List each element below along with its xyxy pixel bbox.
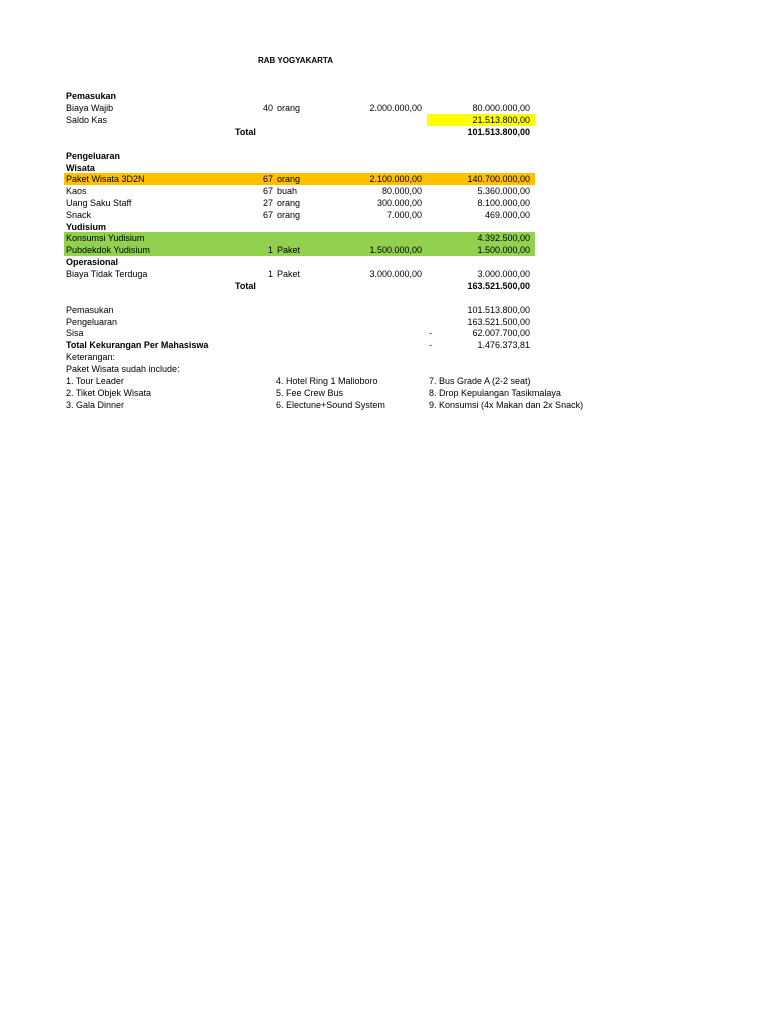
row-label: Konsumsi Yudisium [66, 233, 145, 243]
summary-kekurangan-value: 1.476.373,81 [477, 340, 530, 350]
row-amount: 80.000.000,00 [472, 103, 530, 113]
row-amount: 1.500.000,00 [477, 245, 530, 255]
summary-sisa-value: 62.007.700,00 [472, 328, 530, 338]
row-price: 1.500.000,00 [369, 245, 422, 255]
row-unit: orang [277, 198, 301, 208]
include-item: 7. Bus Grade A (2-2 seat) [429, 376, 531, 386]
summary-pengeluaran-label: Pengeluaran [66, 317, 118, 327]
include-item: 3. Gala Dinner [66, 400, 125, 410]
pemasukan-total-label: Total [235, 127, 256, 137]
summary-kekurangan-label: Total Kekurangan Per Mahasiswa [66, 340, 209, 350]
operasional-heading: Operasional [66, 257, 119, 267]
pengeluaran-total-label: Total [235, 281, 256, 291]
row-unit: orang [277, 174, 301, 184]
pengeluaran-total-value: 163.521.500,00 [467, 281, 530, 291]
wisata-heading: Wisata [66, 163, 95, 173]
row-unit: orang [277, 103, 301, 113]
row-label: Pubdekdok Yudisium [66, 245, 150, 255]
include-item: 8. Drop Kepulangan Tasikmalaya [429, 388, 561, 398]
pemasukan-heading: Pemasukan [66, 91, 117, 101]
row-qty: 1 [267, 245, 273, 255]
row-qty: 40 [262, 103, 273, 113]
include-item: 2. Tiket Objek Wisata [66, 388, 152, 398]
row-price: 2.000.000,00 [369, 103, 422, 113]
row-amount: 5.360.000,00 [477, 186, 530, 196]
include-item: 6. Electune+Sound System [276, 400, 385, 410]
row-amount: 21.513.800,00 [472, 115, 530, 125]
row-qty: 27 [262, 198, 273, 208]
include-item: 4. Hotel Ring 1 Malioboro [276, 376, 378, 386]
row-unit: orang [277, 210, 301, 220]
row-price: 2.100.000,00 [369, 174, 422, 184]
summary-sisa-sign: - [429, 328, 432, 338]
row-unit: buah [277, 186, 298, 196]
row-price: 7.000,00 [386, 210, 422, 220]
row-label: Saldo Kas [66, 115, 108, 125]
row-unit: Paket [277, 269, 301, 279]
summary-pemasukan-label: Pemasukan [66, 305, 114, 315]
row-amount: 8.100.000,00 [477, 198, 530, 208]
summary-sisa-label: Sisa [66, 328, 84, 338]
yudisium-heading: Yudisium [66, 222, 107, 232]
summary-pemasukan-value: 101.513.800,00 [467, 305, 530, 315]
summary-kekurangan-sign: - [429, 340, 432, 350]
row-label: Uang Saku Staff [66, 198, 132, 208]
pengeluaran-heading: Pengeluaran [66, 151, 121, 161]
pemasukan-total-value: 101.513.800,00 [467, 127, 530, 137]
row-amount: 4.392.500,00 [477, 233, 530, 243]
include-item: 1. Tour Leader [66, 376, 124, 386]
row-amount: 3.000.000,00 [477, 269, 530, 279]
row-qty: 67 [262, 210, 273, 220]
row-label: Biaya Tidak Terduga [66, 269, 148, 279]
row-price: 80.000,00 [381, 186, 422, 196]
row-unit: Paket [277, 245, 301, 255]
row-qty: 67 [262, 174, 273, 184]
keterangan-label: Keterangan: [66, 352, 116, 362]
row-label: Snack [66, 210, 92, 220]
include-item: 9. Konsumsi (4x Makan dan 2x Snack) [429, 400, 584, 410]
row-label: Paket Wisata 3D2N [66, 174, 145, 184]
row-label: Biaya Wajib [66, 103, 114, 113]
row-price: 3.000.000,00 [369, 269, 422, 279]
row-qty: 67 [262, 186, 273, 196]
row-price: 300.000,00 [376, 198, 422, 208]
include-item: 5. Fee Crew Bus [276, 388, 344, 398]
include-intro: Paket Wisata sudah include: [66, 364, 180, 374]
row-amount: 140.700.000,00 [467, 174, 530, 184]
row-amount: 469.000,00 [484, 210, 530, 220]
summary-pengeluaran-value: 163.521.500,00 [467, 317, 530, 327]
sheet-title: RAB YOGYAKARTA [258, 56, 333, 65]
row-label: Kaos [66, 186, 87, 196]
row-qty: 1 [267, 269, 273, 279]
